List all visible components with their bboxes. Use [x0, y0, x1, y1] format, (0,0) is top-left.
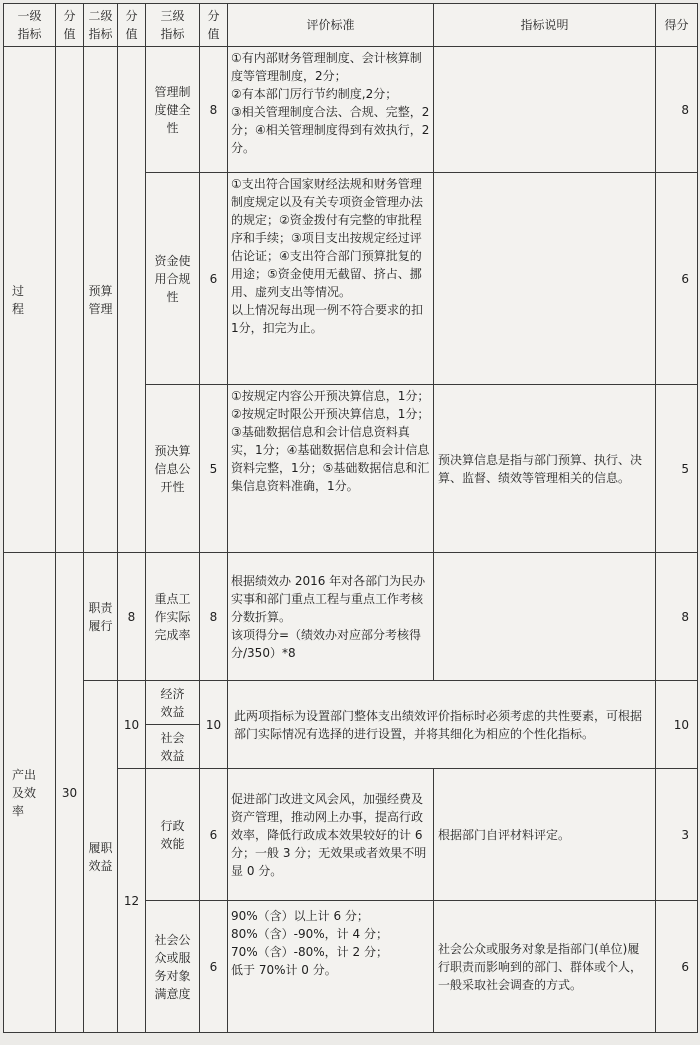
explanation-cell: [434, 553, 656, 681]
criteria-cell: 根据绩效办 2016 年对各部门为民办实事和部门重点工程与重点工作考核分数折算。 该项得分=（绩效办对应部分考核得分/350）*8: [228, 553, 434, 681]
criteria-cell: ①有内部财务管理制度、会计核算制度等管理制度，2分； ②有本部门厉行节约制度,2分； ③相关管理制度合法、合规、完整，2分；④相关管理制度得到有效执行，2分。: [228, 47, 434, 173]
level1-process: 过 程: [4, 47, 56, 553]
got-score: 8: [656, 47, 698, 173]
got-score: 5: [656, 385, 698, 553]
header-criteria: 评价标准: [228, 4, 434, 47]
header-row: [4, 4, 698, 47]
criteria-cell: 90%（含）以上计 6 分； 80%（含）-90%，计 4 分； 70%（含）-80%，计 2 分； 低于 70%计 0 分。: [228, 901, 434, 1033]
table-row: [4, 681, 698, 725]
header-level1: 一级 指标: [4, 4, 56, 47]
evaluation-table: [3, 3, 698, 1033]
criteria-cell: ①按规定内容公开预决算信息，1分；②按规定时限公开预决算信息，1分；③基础数据信息和会计信息资料真实，1分；④基础数据信息和会计信息资料完整，1分；⑤基础数据信息和汇集信息资料准确，1分。: [228, 385, 434, 553]
level2-duty-perform-score: 8: [118, 553, 146, 681]
explanation-cell: 预决算信息是指与部门预算、执行、决算、监督、绩效等管理相关的信息。: [434, 385, 656, 553]
level3-name: 行政 效能: [146, 769, 200, 901]
explanation-cell: [434, 173, 656, 385]
criteria-cell: 促进部门改进文风会风，加强经费及资产管理，推动网上办事，提高行政效率，降低行政成本效果较好的计 6 分；一般 3 分；无效果或者效果不明显 0 分。: [228, 769, 434, 901]
header-level2: 二级 指标: [84, 4, 118, 47]
level1-process-score: [56, 47, 84, 553]
header-score1: 分 值: [56, 4, 84, 47]
got-score: 6: [656, 901, 698, 1033]
level3-score: 8: [200, 47, 228, 173]
level1-output-score: 30: [56, 553, 84, 1033]
level2-budget-mgmt: 预算 管理: [84, 47, 118, 553]
level2-sub10: 10: [118, 681, 146, 769]
explanation-cell: 根据部门自评材料评定。: [434, 769, 656, 901]
level3-score: 10: [200, 681, 228, 769]
criteria-cell: 此两项指标为设置部门整体支出绩效评价指标时必须考虑的共性要素，可根据部门实际情况有选择的进行设置，并将其细化为相应的个性化指标。: [228, 681, 656, 769]
table-row: [4, 47, 698, 173]
explanation-cell: 社会公众或服务对象是指部门(单位)履行职责而影响到的部门、群体或个人，一般采取社会调查的方式。: [434, 901, 656, 1033]
header-score3: 分 值: [200, 4, 228, 47]
level3-name: 社会公 众或服 务对象 满意度: [146, 901, 200, 1033]
level3-name: 预决算 信息公 开性: [146, 385, 200, 553]
level2-sub12: 12: [118, 769, 146, 1033]
level3-name: 管理制 度健全 性: [146, 47, 200, 173]
level3-score: 5: [200, 385, 228, 553]
got-score: 3: [656, 769, 698, 901]
level3-name: 重点工 作实际 完成率: [146, 553, 200, 681]
level3-name: 社会 效益: [146, 725, 200, 769]
header-explanation: 指标说明: [434, 4, 656, 47]
criteria-cell: ①支出符合国家财经法规和财务管理制度规定以及有关专项资金管理办法的规定；②资金拨付有完整的审批程序和手续；③项目支出按规定经过评估论证；④支出符合部门预算批复的用途；⑤资金使用无截留、挤占、挪用、虚列支出等情况。 以上情况每出现一例不符合要求的扣1分，扣完为止。: [228, 173, 434, 385]
level1-output: 产出 及效 率: [4, 553, 56, 1033]
got-score: 8: [656, 553, 698, 681]
level3-score: 8: [200, 553, 228, 681]
header-got: 得分: [656, 4, 698, 47]
level3-score: 6: [200, 769, 228, 901]
level3-name: 经济 效益: [146, 681, 200, 725]
level2-budget-mgmt-score: [118, 47, 146, 553]
header-score2: 分 值: [118, 4, 146, 47]
level2-duty-benefit: 履职 效益: [84, 681, 118, 1033]
level2-duty-perform: 职责 履行: [84, 553, 118, 681]
got-score: 10: [656, 681, 698, 769]
level3-score: 6: [200, 173, 228, 385]
got-score: 6: [656, 173, 698, 385]
header-level3: 三级 指标: [146, 4, 200, 47]
explanation-cell: [434, 47, 656, 173]
level3-score: 6: [200, 901, 228, 1033]
table-row: [4, 553, 698, 681]
level3-name: 资金使 用合规 性: [146, 173, 200, 385]
